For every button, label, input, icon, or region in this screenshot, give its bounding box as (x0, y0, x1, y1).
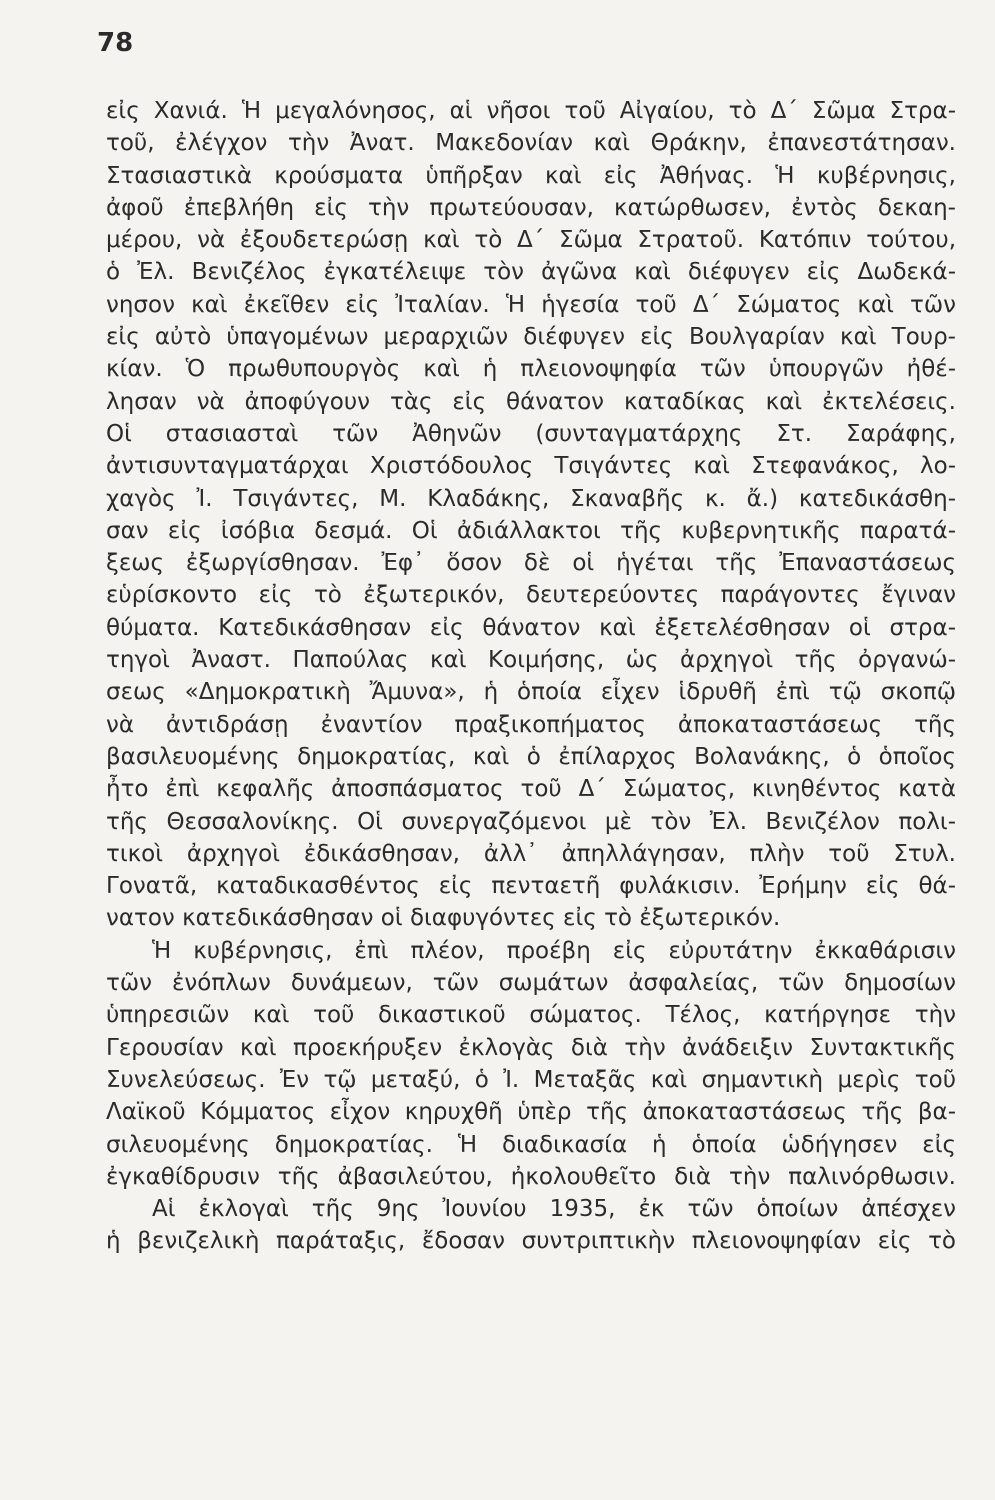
text-line: τῆς Θεσσαλονίκης. Οἱ συνεργαζόμενοι μὲ τὸν Ἐλ. Βενιζέλον πολι- (106, 808, 956, 835)
text-line: ἡ βενιζελικὴ παράταξις, ἔδοσαν συντριπτικὴν πλειονοψηφίαν εἰς τὸ (106, 1228, 956, 1255)
text-line: ἀφοῦ ἐπεβλήθη εἰς τὴν πρωτεύουσαν, κατώρθωσεν, ἐντὸς δεκαη- (106, 194, 956, 221)
text-line: τηγοὶ Ἀναστ. Παπούλας καὶ Κοιμήσης, ὡς ἀρχηγοὶ τῆς ὀργανώ- (106, 647, 956, 674)
text-line: τῶν ἐνόπλων δυνάμεων, τῶν σωμάτων ἀσφαλείας, τῶν δημοσίων (106, 970, 956, 997)
body-text (106, 95, 956, 1258)
text-line: νησον καὶ ἐκεῖθεν εἰς Ἰταλίαν. Ἡ ἡγεσία τοῦ Δ΄ Σώματος καὶ τῶν (106, 291, 956, 318)
text-line: εἰς αὐτὸ ὑπαγομένων μεραρχιῶν διέφυγεν εἰς Βουλγαρίαν καὶ Τουρ- (106, 324, 956, 351)
text-line: ἐγκαθίδρυσιν τῆς ἀβασιλεύτου, ἠκολουθεῖτο διὰ τὴν παλινόρθωσιν. (106, 1163, 956, 1190)
text-line: Οἱ στασιασταὶ τῶν Ἀθηνῶν (συνταγματάρχης Στ. Σαράφης, (106, 420, 956, 447)
text-line: λησαν νὰ ἀποφύγουν τὰς εἰς θάνατον καταδίκας καὶ ἐκτελέσεις. (106, 388, 956, 415)
text-line: βασιλευομένης δημοκρατίας, καὶ ὁ ἐπίλαρχος Βολανάκης, ὁ ὁποῖος (106, 743, 956, 770)
text-line: μέρου, νὰ ἐξουδετερώσῃ καὶ τὸ Δ΄ Σῶμα Στρατοῦ. Κατόπιν τούτου, (106, 227, 956, 254)
text-line: ἀντισυνταγματάρχαι Χριστόδουλος Τσιγάντες καὶ Στεφανάκος, λο- (106, 453, 956, 480)
text-line: χαγὸς Ἰ. Τσιγάντες, Μ. Κλαδάκης, Σκαναβῆς κ. ἄ.) κατεδικάσθη- (106, 485, 956, 512)
text-line: Στασιαστικὰ κρούσματα ὑπῆρξαν καὶ εἰς Ἀθήνας. Ἡ κυβέρνησις, (106, 162, 956, 189)
text-line: ξεως ἐξωργίσθησαν. Ἐφ᾽ ὅσον δὲ οἱ ἡγέται τῆς Ἐπαναστάσεως (106, 550, 956, 577)
text-line: ὁ Ἐλ. Βενιζέλος ἐγκατέλειψε τὸν ἀγῶνα καὶ διέφυγεν εἰς Δωδεκά- (106, 259, 956, 286)
text-line: νὰ ἀντιδράσῃ ἐναντίον πραξικοπήματος ἀποκαταστάσεως τῆς (106, 711, 956, 738)
text-line: κίαν. Ὁ πρωθυπουργὸς καὶ ἡ πλειονοψηφία τῶν ὑπουργῶν ἠθέ- (106, 356, 956, 383)
text-line: σεως «Δημοκρατικὴ Ἄμυνα», ἡ ὁποία εἶχεν ἱδρυθῆ ἐπὶ τῷ σκοπῷ (106, 679, 956, 706)
text-line: Ἡ κυβέρνησις, ἐπὶ πλέον, προέβη εἰς εὐρυτάτην ἐκκαθάρισιν (152, 937, 956, 964)
text-line: Γονατᾶ, καταδικασθέντος εἰς πενταετῆ φυλάκισιν. Ἐρήμην εἰς θά- (106, 873, 956, 900)
page-number: 78 (97, 28, 134, 58)
text-line: σιλευομένης δημοκρατίας. Ἡ διαδικασία ἡ ὁποία ὡδήγησεν εἰς (106, 1131, 956, 1158)
text-line: θύματα. Κατεδικάσθησαν εἰς θάνατον καὶ ἐξετελέσθησαν οἱ στρα- (106, 614, 956, 641)
text-line: τικοὶ ἀρχηγοὶ ἐδικάσθησαν, ἀλλ᾽ ἀπηλλάγησαν, πλὴν τοῦ Στυλ. (106, 840, 956, 867)
text-line: Λαϊκοῦ Κόμματος εἶχον κηρυχθῆ ὑπὲρ τῆς ἀποκαταστάσεως τῆς βα- (106, 1099, 956, 1126)
text-line: Γερουσίαν καὶ προεκήρυξεν ἐκλογὰς διὰ τὴν ἀνάδειξιν Συντακτικῆς (106, 1034, 956, 1061)
text-line: εὑρίσκοντο εἰς τὸ ἐξωτερικόν, δευτερεύοντες παράγοντες ἔγιναν (106, 582, 956, 609)
text-line: Αἱ ἐκλογαὶ τῆς 9ης Ἰουνίου 1935, ἐκ τῶν ὁποίων ἀπέσχεν (152, 1196, 956, 1223)
text-line: Συνελεύσεως. Ἐν τῷ μεταξύ, ὁ Ἰ. Μεταξᾶς καὶ σημαντικὴ μερὶς τοῦ (106, 1066, 956, 1093)
text-line: ἦτο ἐπὶ κεφαλῆς ἀποσπάσματος τοῦ Δ΄ Σώματος, κινηθέντος κατὰ (106, 776, 956, 803)
text-line: τοῦ, ἐλέγχον τὴν Ἀνατ. Μακεδονίαν καὶ Θράκην, ἐπανεστάτησαν. (106, 130, 956, 157)
text-line: εἰς Χανιά. Ἡ μεγαλόνησος, αἱ νῆσοι τοῦ Αἰγαίου, τὸ Δ΄ Σῶμα Στρα- (106, 98, 956, 124)
text-line: νατον κατεδικάσθησαν οἱ διαφυγόντες εἰς τὸ ἐξωτερικόν. (106, 905, 781, 932)
text-line: σαν εἰς ἰσόβια δεσμά. Οἱ ἀδιάλλακτοι τῆς κυβερνητικῆς παρατά- (106, 517, 956, 544)
text-line: ὑπηρεσιῶν καὶ τοῦ δικαστικοῦ σώματος. Τέλος, κατήργησε τὴν (106, 1002, 956, 1029)
